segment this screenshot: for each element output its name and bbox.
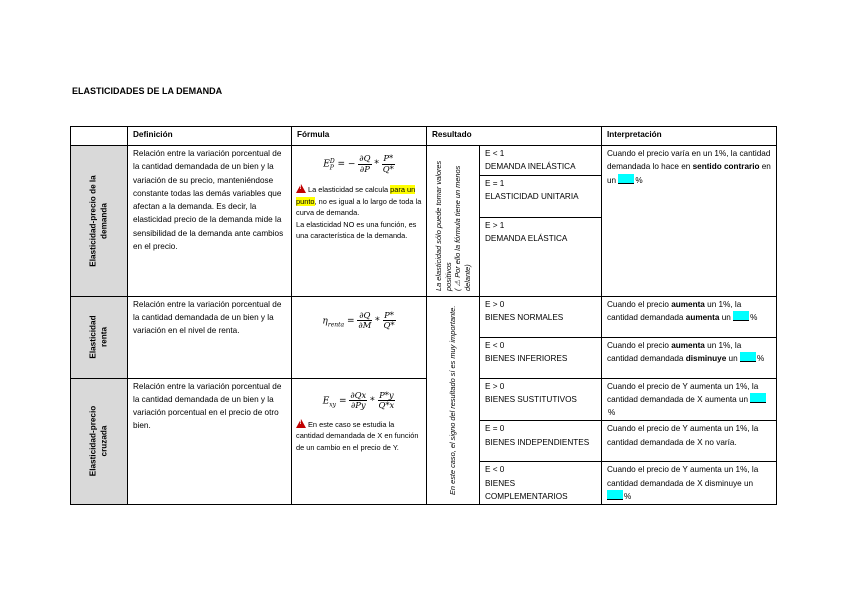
row-label-cruzada: Elasticidad-precio cruzada (71, 378, 128, 505)
blank-fill[interactable] (618, 174, 634, 184)
result-note-precio: La elasticidad sólo puede tomar valores positivos ( ⚠ Por ello la fórmula tiene un menos delante) (427, 146, 480, 297)
result-cruzada-independientes: E = 0 BIENES INDEPENDIENTES (480, 421, 602, 462)
interp-renta-inferiores: Cuando el precio aumenta un 1%, la cantidad demandada disminuye un % (602, 337, 777, 378)
blank-fill[interactable] (607, 490, 623, 500)
interp-precio: Cuando el precio varía en un 1%, la cantidad demandada lo hace en sentido contrario en un % (602, 146, 777, 297)
interp-cruzada-independientes: Cuando el precio de Y aumenta un 1%, la cantidad demandada de X no varía. (602, 421, 777, 462)
header-row (71, 127, 777, 146)
interp-renta-normales: Cuando el precio aumenta un 1%, la cantidad demandada aumenta un % (602, 296, 777, 337)
definition-renta: Relación entre la variación porcentual de la cantidad demandada de un bien y la variación en el nivel de renta. (128, 296, 292, 378)
result-note-shared: En este caso, el signo del resultado sí es muy importante. (427, 296, 480, 505)
formula-precio-expression: $E_P^D$ = − $\frac{\partial Q}{\partial P}$ * $\frac{P*}{Q*}$ (323, 153, 394, 174)
corner-cell (71, 127, 128, 146)
elasticities-table (70, 126, 777, 505)
definition-precio: Relación entre la variación porcentual de la cantidad demandada de un bien y la variación de su precio, manteniéndose constante todas las demás variables que afectan a la demanda. Es decir, la elasticidad precio de la demanda mide la sensibilidad de la demanda ante cambios en el precio. (128, 146, 292, 297)
formula-renta (292, 296, 427, 378)
blank-fill[interactable] (733, 311, 749, 321)
formula-cruzada (292, 378, 427, 505)
result-renta-normales: E > 0 BIENES NORMALES (480, 296, 602, 337)
header-formula: Fórmula (292, 127, 427, 146)
result-renta-inferiores: E < 0 BIENES INFERIORES (480, 337, 602, 378)
result-cruzada-complementarios: E < 0 BIENES COMPLEMENTARIOS (480, 462, 602, 505)
interp-cruzada-sustitutivos: Cuando el precio de Y aumenta un 1%, la cantidad demandada de X aumenta un % (602, 378, 777, 421)
result-precio-unitaria: E = 1 ELASTICIDAD UNITARIA (480, 175, 602, 217)
blank-fill[interactable] (740, 352, 756, 362)
result-cruzada-sustitutivos: E > 0 BIENES SUSTITUTIVOS (480, 378, 602, 421)
header-definicion: Definición (128, 127, 292, 146)
header-interpretacion: Interpretación (602, 127, 777, 146)
blank-fill[interactable] (750, 393, 766, 403)
warning-icon (296, 419, 306, 428)
formula-cruzada-note: !En este caso se estudia la cantidad demandada de X en función de un cambio en el precio de Y. (296, 419, 422, 453)
interp-cruzada-complementarios: Cuando el precio de Y aumenta un 1%, la cantidad demandada de X disminuye un % (602, 462, 777, 505)
document-title: ELASTICIDADES DE LA DEMANDA (72, 86, 223, 96)
header-resultado: Resultado (427, 127, 602, 146)
cruzada-row-1 (71, 378, 777, 421)
row-label-precio: Elasticidad-precio de la demanda (71, 146, 128, 297)
result-precio-elastica: E > 1 DEMANDA ELÁSTICA (480, 217, 602, 296)
formula-cruzada-expression: $E_{xy}$ = $\frac{\partial Qx}{\partial Py}$ * $\frac{P*y}{Q*x}$ (322, 389, 395, 411)
precio-row-1 (71, 146, 777, 176)
formula-renta-expression: $\eta_{renta}$ = $\frac{\partial Q}{\partial M}$ * $\frac{P*}{Q*}$ (322, 309, 395, 331)
formula-precio (292, 146, 427, 297)
row-label-renta: Elasticidad renta (71, 296, 128, 378)
formula-precio-note: !La elasticidad se calcula para un punto, no es igual a lo largo de toda la curva de demanda. La elasticidad NO es una función, es una característica de la demanda. (296, 184, 422, 241)
result-precio-inelastica: E < 1 DEMANDA INELÁSTICA (480, 146, 602, 176)
warning-icon (296, 184, 306, 193)
renta-row-1 (71, 296, 777, 337)
definition-cruzada: Relación entre la variación porcentual de la cantidad demandada de un bien y la variación porcentual en el precio de otro bien. (128, 378, 292, 505)
